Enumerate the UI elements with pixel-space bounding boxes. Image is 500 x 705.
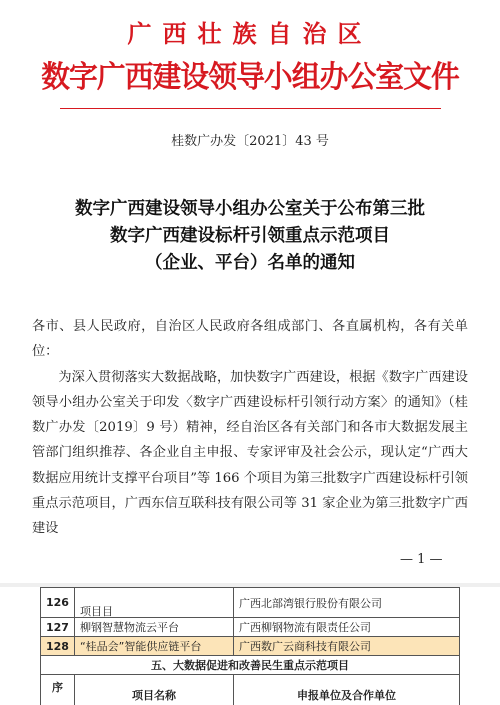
issuer-office-title: 数字广西建设领导小组办公室文件 — [41, 60, 459, 95]
project-name: 柳钢智慧物流云平台 — [74, 618, 233, 637]
salutation: 各市、县人民政府，自治区人民政府各组成部门、各直属机构，各有关单位： — [32, 319, 468, 360]
applicant-unit: 广西柳钢物流有限责任公司 — [233, 618, 459, 637]
notice-title-line-3: （企业、平台）名单的通知 — [145, 253, 355, 273]
applicant-unit: 广西数广云商科技有限公司 — [233, 637, 459, 656]
issuer-region: 广西壮族自治区 — [127, 19, 373, 48]
header-applicant-unit: 申报单位及合作单位 — [233, 675, 459, 705]
notice-body — [32, 314, 468, 542]
row-number: 128 — [41, 637, 75, 656]
notice-title-line-2: 数字广西建设标杆引领重点示范项目 — [110, 226, 390, 246]
header-number: 序 — [41, 675, 75, 705]
table-row — [41, 588, 460, 618]
body-paragraph: 为深入贯彻落实大数据战略，加快数字广西建设，根据《数字广西建设领导小组办公室关于印发〈数字广西建设标杆引领行动方案〉的通知》（桂数广办发〔2019〕9 号）精神，经自治区各有关部门和各市大数据发展主管部门组织推荐、各企业自主申报、专家评审及社会公示，现认定“广西大数据应用统计支撑平台项目”等 166 个项目为第三批数字广西建设标杆引领重点示范项目，广西东信互联科技有限公司等 31 家企业为第三批数字广西建设 — [32, 369, 468, 537]
notice-title-line-1: 数字广西建设领导小组办公室关于公布第三批 — [75, 199, 425, 219]
table-row-highlighted — [41, 637, 460, 656]
page-number: — 1 — — [400, 552, 443, 567]
row-number: 127 — [41, 618, 75, 637]
section-heading: 五、大数据促进和改善民生重点示范项目 — [41, 656, 460, 675]
project-name: 项目目 — [74, 588, 233, 618]
next-page-table-region — [0, 587, 500, 705]
applicant-unit: 广西北部湾银行股份有限公司 — [233, 588, 459, 618]
header-project-name: 项目名称 — [74, 675, 233, 705]
table-section-row — [41, 656, 460, 675]
project-name: “桂品会”智能供应链平台 — [74, 637, 233, 656]
header-red-rule — [60, 108, 441, 109]
document-number: 桂数广办发〔2021〕43 号 — [171, 134, 329, 149]
notice-title — [0, 196, 500, 277]
project-list-table — [40, 587, 460, 705]
table-row — [41, 618, 460, 637]
row-number: 126 — [41, 588, 75, 618]
table-header-row — [41, 675, 460, 705]
